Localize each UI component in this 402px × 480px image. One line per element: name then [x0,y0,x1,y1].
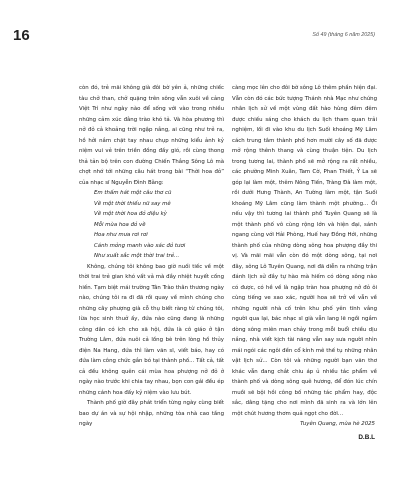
author-signature: D.B.L [358,434,375,441]
poem-quote [94,188,224,262]
page-number: 16 [13,27,30,44]
left-column [79,83,224,430]
issue-label: Số 49 (tháng 6 năm 2025) [312,32,375,38]
poem-line: Cánh mỏng manh vào xác đỏ tươi [94,242,186,249]
place-date: Tuyên Quang, mùa hè 2025 [300,421,375,427]
poem-line: Về một thời thiếu nữ say mê [94,200,171,207]
poem-line: Mỗi mùa hoa đỏ về [94,221,146,228]
right-column [232,83,377,419]
poem-line: Hoa như mưa rơi rơi [94,232,148,238]
body-paragraph: Không, chúng tôi không bao giờ nuối tiếc về một thời trai trẻ gian khó vất vả mà đầy nhiệt huyết cống hiến. Tạm biệt mái trường Tân Trào thân thương ngày nào, chúng tôi ra đi đã rồi quay về mình chúng cho những cây phượng già cỗ thụ biết ràng từ chúng tôi, lừa học sinh thuở ấy, đứa nào cũng đang là những công dân có ích cho xã hội, đứa là cô giáo ở tận Trường Lâm, đứa nuôi cả lồng bè trên lòng hồ thủy điện Na Hang, đứa thì làm văn sĩ, viết báo, hay có đứa làm công chức gắn bó tại thành phố... Tất cả, tất cả đều không quên cái mùa hoa phượng nở đỏ ở ngày nào trước khi chia tay nhau, bọn con gái đều ép những cánh hoa đấy kỷ niệm vào lưu bút. [79,263,224,396]
poem-line: Như xuất sắc một thời trai trẻ... [94,253,180,259]
body-paragraph: còn đó, trẻ mãi không già đôi bờ yên ả, những chiếc tàu chở than, chở quặng trên sông vẫn xuôi về cảng Việt Trì như ngày nào để sống với vào trong nhiều những cảm xúc đằng trào khó tả. Và hòa phương thì nở đỏ cả khoảng trời ngập nắng, ai cũng như trẻ ra, hồ hởi nắm chặt tay nhau chụp những kiểu ảnh kỷ niệm vui vẻ trên triền đồng đầy gió, rồi cùng thong thả tản bộ trên con đường Chiến Thắng Sông Lô mà chợt nhớ tới những câu hát trong bài “Thời hoa đỏ” của nhạc sĩ Nguyễn Đình Bằng: [79,85,224,186]
body-paragraph: càng mọc lên cho đôi bờ sông Lô thêm phần hiện đại. Vẫn còn đó các bức tượng Thánh nhà Mạc như chứng nhân lịch sử về một vùng đất hào hùng đêm đêm được chiếu sáng cho khách du lịch tham quan trải nghiệm, lối đi vào khu du lịch Suối khoáng Mỹ Lâm cách trung tâm thành phố hơn mười cây số đã được mở rộng thênh thang và cùng thuận tiện. Du lịch trong tương lai, thành phố sẽ mở rộng ra rất nhiều, các phường Minh Xuân, Tam Cờ, Phan Thiết, Ỷ La sẽ góp lại làm một, thêm Nông Tiến, Tràng Đà làm một, rồi dưới Hưng Thành, An Tường làm một, tận Suối khoáng Mỹ Lâm cũng làm thành một phường... Ồi nếu vậy thì tương lai thành phố Tuyên Quang sẽ là một thành phố vô cùng rộng lớn và hiện đại, sánh ngang cùng với Hải Phòng, Huế hay Đồng Hới, những thành phố của những dòng sông hoa phượng đầy thi vị. Và mãi mãi vẫn còn đó một dòng sông, tại nơi đây, sông Lô Tuyên Quang, nơi đã diễn ra những trận đánh lịch sử đầy tự hào mà hiếm có dòng sông nào có được, có hề về là ngập tràn hoa phượng nở đỏ ôi cùng tiếng ve xao xác, người hoa sẽ trở về vẫn về những người nhà cố trên khu phố yên tĩnh vắng người qua lại, bác nhạc sĩ già vẫn lang lẽ ngồi ngắm dòng sông miên man chảy trong mỗi buổi chiều dịu nắng, nhà viết kịch tài năng vẫn say sưa người nhìn mái ngói các ngôi đền cổ kính mê thế tụ những nhân vật lịch sử... Còn tôi và những người bạn văn thơ khác vẫn đang chắt chiu áp ủ nhiều tác phẩm về thành phố và dòng sông quê hương, để đón lúc chín muồi sẽ bội hồi công bố những tác phẩm hay, độc sắc, dâng tặng cho nơi mình đã sinh ra và lớn lên một chút hương thơm quả ngọt cho đời... [232,85,377,417]
poem-line: Về một thời hoa đỏ diệu kỳ [94,211,167,217]
body-paragraph: Thành phố giờ đây phát triển từng ngày cùng biết bao dự án và sự hội nhập, những tòa nhà cao tầng ngày [79,400,224,427]
poem-line: Em thấm hát một câu thơ cũ [94,190,172,196]
